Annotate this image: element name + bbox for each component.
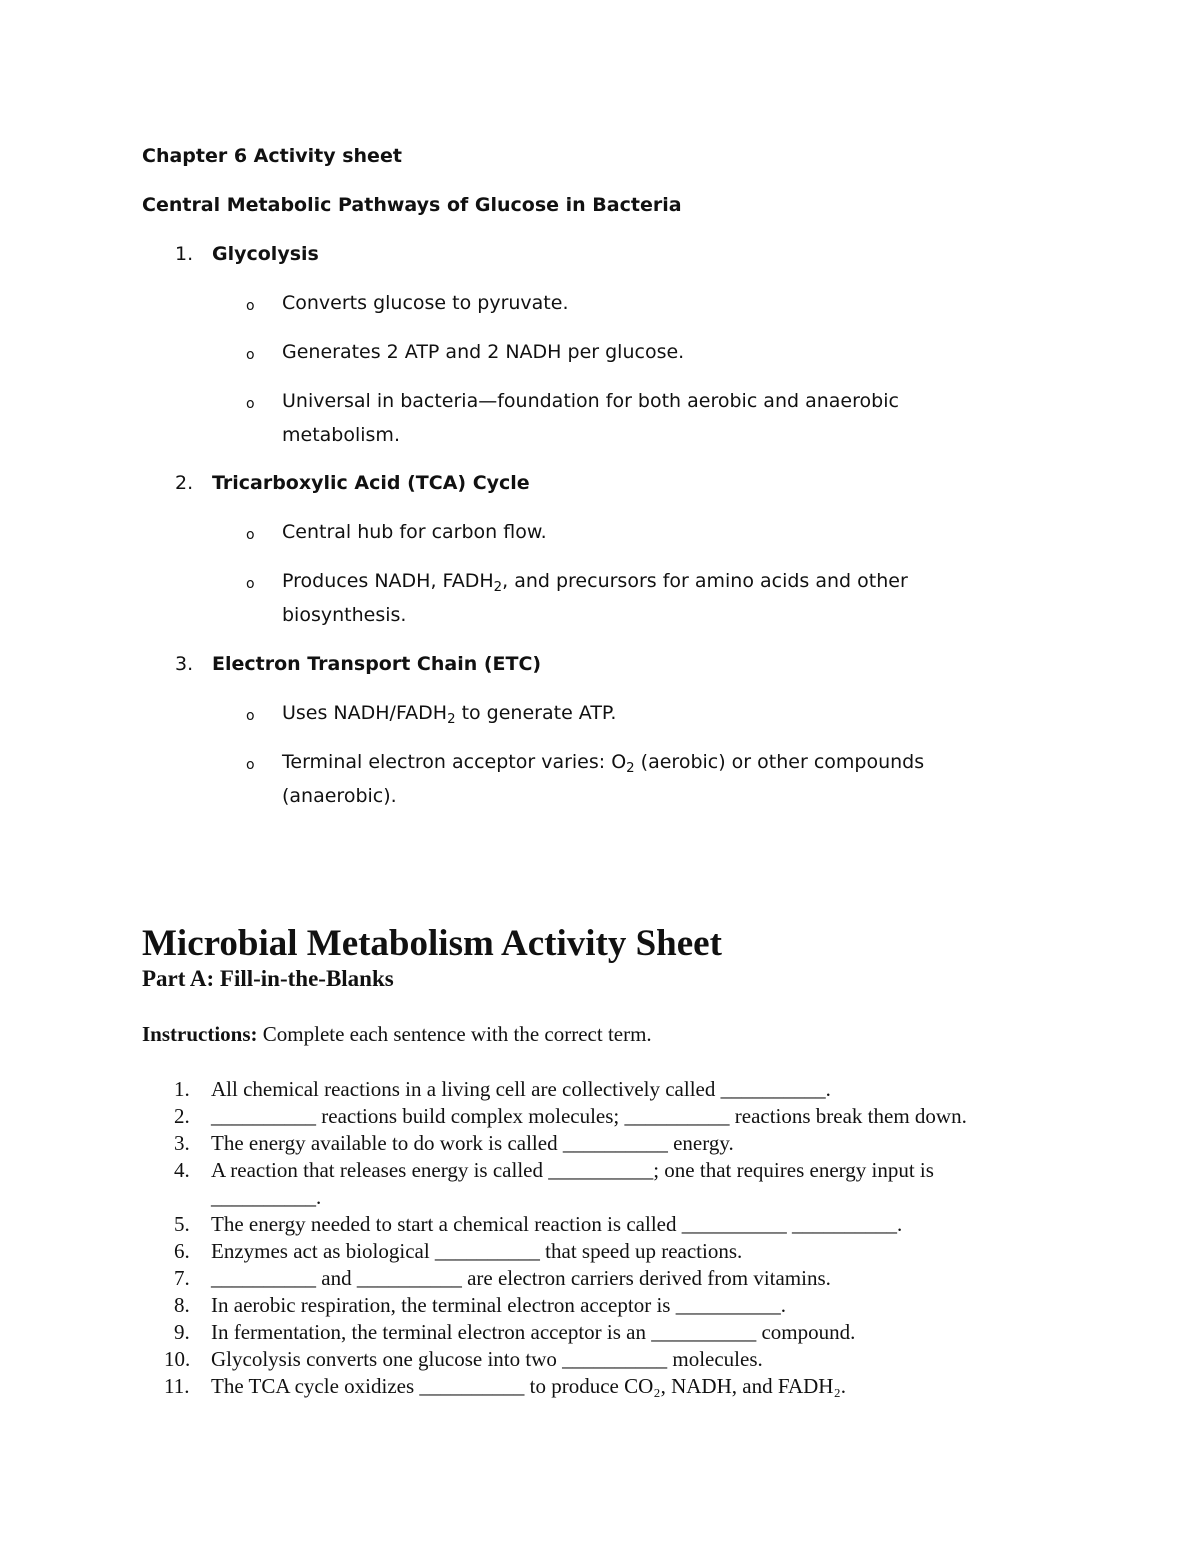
- bullet-icon: o: [246, 527, 255, 543]
- question-number: 8.: [174, 1293, 190, 1317]
- question-number: 1.: [174, 1077, 190, 1101]
- pathway-number: 1.: [175, 243, 194, 265]
- pathway-number: 2.: [175, 472, 194, 494]
- pathway-point: Central hub for carbon flow.: [282, 521, 547, 543]
- bullet-icon: o: [246, 298, 255, 314]
- bullet-icon: o: [246, 708, 255, 724]
- pathway-point-continued: metabolism.: [282, 424, 400, 446]
- pathway-point: Uses NADH/$FADH_2$ to generate ATP.: [282, 702, 617, 727]
- pathway-point: Converts glucose to pyruvate.: [282, 292, 569, 314]
- question-text: All chemical reactions in a living cell are collectively called __________.: [211, 1077, 831, 1101]
- question-text-continued: __________.: [211, 1185, 322, 1209]
- question-text: The energy available to do work is called __________ energy.: [211, 1131, 734, 1155]
- part-title: Part A: Fill-in-the-Blanks: [142, 966, 394, 991]
- question-text: __________ and __________ are electron carriers derived from vitamins.: [211, 1266, 831, 1290]
- question-number: 10.: [164, 1347, 191, 1371]
- section-title: Central Metabolic Pathways of Glucose in Bacteria: [142, 194, 682, 216]
- question-number: 2.: [174, 1104, 190, 1128]
- pathway-point-continued: biosynthesis.: [282, 604, 407, 626]
- pathway-title: Tricarboxylic Acid (TCA) Cycle: [212, 472, 530, 494]
- pathway-number: 3.: [175, 653, 194, 675]
- question-number: 7.: [174, 1266, 190, 1290]
- bullet-icon: o: [246, 757, 255, 773]
- bullet-icon: o: [246, 396, 255, 412]
- activity-title: Microbial Metabolism Activity Sheet: [142, 923, 722, 964]
- bullet-icon: o: [246, 576, 255, 592]
- question-text: In fermentation, the terminal electron acceptor is an __________ compound.: [211, 1320, 856, 1344]
- pathway-point: Universal in bacteria—foundation for both aerobic and anaerobic: [282, 390, 899, 412]
- question-number: 6.: [174, 1239, 190, 1263]
- question-text: The TCA cycle oxidizes __________ to produce CO₂, NADH, and FADH₂.: [211, 1374, 847, 1398]
- question-text: The energy needed to start a chemical reaction is called __________ __________.: [211, 1212, 903, 1236]
- pathway-title: Glycolysis: [212, 243, 319, 265]
- question-number: 4.: [174, 1158, 190, 1182]
- pathway-title: Electron Transport Chain (ETC): [212, 653, 542, 675]
- pathway-point: Generates 2 ATP and 2 NADH per glucose.: [282, 341, 685, 363]
- question-text: __________ reactions build complex molecules; __________ reactions break them down.: [211, 1104, 967, 1128]
- instructions: Instructions: Complete each sentence with the correct term.: [142, 1022, 652, 1046]
- question-text: Enzymes act as biological __________ that speed up reactions.: [211, 1239, 743, 1263]
- bullet-icon: o: [246, 347, 255, 363]
- question-number: 9.: [174, 1320, 190, 1344]
- question-text: Glycolysis converts one glucose into two __________ molecules.: [211, 1347, 763, 1371]
- question-text: In aerobic respiration, the terminal electron acceptor is __________.: [211, 1293, 786, 1317]
- pathway-point-continued: (anaerobic).: [282, 785, 397, 807]
- pathway-point: Produces NADH, $FADH_2$, and precursors for amino acids and other: [282, 570, 908, 595]
- question-number: 3.: [174, 1131, 190, 1155]
- question-text: A reaction that releases energy is called __________; one that requires energy input is: [211, 1158, 934, 1182]
- chapter-title: Chapter 6 Activity sheet: [142, 145, 402, 167]
- pathway-point: Terminal electron acceptor varies: $O_2$ (aerobic) or other compounds: [282, 751, 925, 776]
- question-number: 11.: [164, 1374, 190, 1398]
- question-number: 5.: [174, 1212, 190, 1236]
